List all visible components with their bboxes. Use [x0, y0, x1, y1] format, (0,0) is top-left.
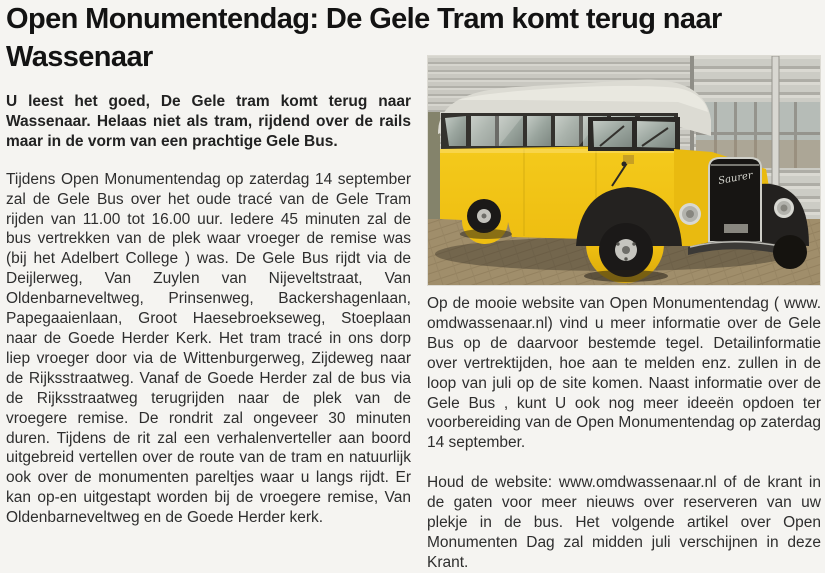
bus-grille-logo: Saurer [717, 170, 754, 187]
rear-wheel [467, 199, 501, 233]
front-wheel [599, 223, 653, 277]
left-column [6, 92, 411, 528]
caption-paragraph-1: Op de mooie website van Open Monumentendag ( www. omdwassenaar.nl) vind u meer informatie over de Gele Bus op de daarvoor bestemde tegel. Detailinformatie over vertrektijden, hoe aan te melden enz. zullen in de loop van juli op de site komen. Naast informatie over de Gele Bus , kunt U ook nog meer ideeën opdoen ter voorbereiding van de Open Monumentendag op zaterdag 14 september. [427, 295, 821, 452]
body-paragraph: Tijdens Open Monumentendag op zaterdag 14 september zal de Gele Bus over het oude tracé van de Gele Tram rijden van 11.00 tot 16.00 uur. Iedere 45 minuten zal de bus vertrekken van de plek waar vroeger de remise was (bij het Adelbert College ) was. De Gele Bus rijdt via de Deijlerweg, Van Zuylen van Nijeveltstraat, Van Oldenbarneveltweg, Prinsenweg, Backershagenlaan, Papegaaienlaan, Groot Haesebroekseweg, Stoeplaan naar de Goede Herder Kerk. Het tram tracé in ons dorp liep vroeger door via de Wittenburgerweg, Zijdeweg naar de Rijksstraatweg. Vanaf de Goede Herder zal de bus via de Rijksstraatweg terugrijden naar de plek van de vroegere remise. De rondrit zal ongeveer 30 minuten duren. Tijdens de rit zal een verhalenverteller aan boord uitgebreid vertellen over de route van de tram en natuurlijk ook over de monumenten pareltjes waar u langs rijdt. Er kan op-en uitgestapt worden bij de vroegere remise, Van Oldenbarneveltweg en de Goede Herder kerk. [6, 170, 411, 527]
article-photo [427, 55, 821, 286]
yellow-bus-photo-illustration [428, 56, 820, 285]
headlight-right-icon [774, 198, 794, 218]
right-column [427, 294, 821, 573]
lead-paragraph: U leest het goed, De Gele tram komt terug naar Wassenaar. Helaas niet als tram, rijdend over de rails maar in de vorm van een prachtige Gele Bus. [6, 93, 411, 150]
headlight-left-icon [679, 203, 701, 225]
headline-line-1: Open Monumentendag: De Gele Tram komt terug naar [6, 3, 722, 35]
headline-line-2: Wassenaar [6, 41, 153, 73]
caption-paragraph-2: Houd de website: www.omdwassenaar.nl of de krant in de gaten voor meer nieuws over reserveren van uw plekje in de bus. Het volgende artikel over Open Monumenten Dag zal midden juli verschijnen in deze Krant. [427, 474, 821, 571]
